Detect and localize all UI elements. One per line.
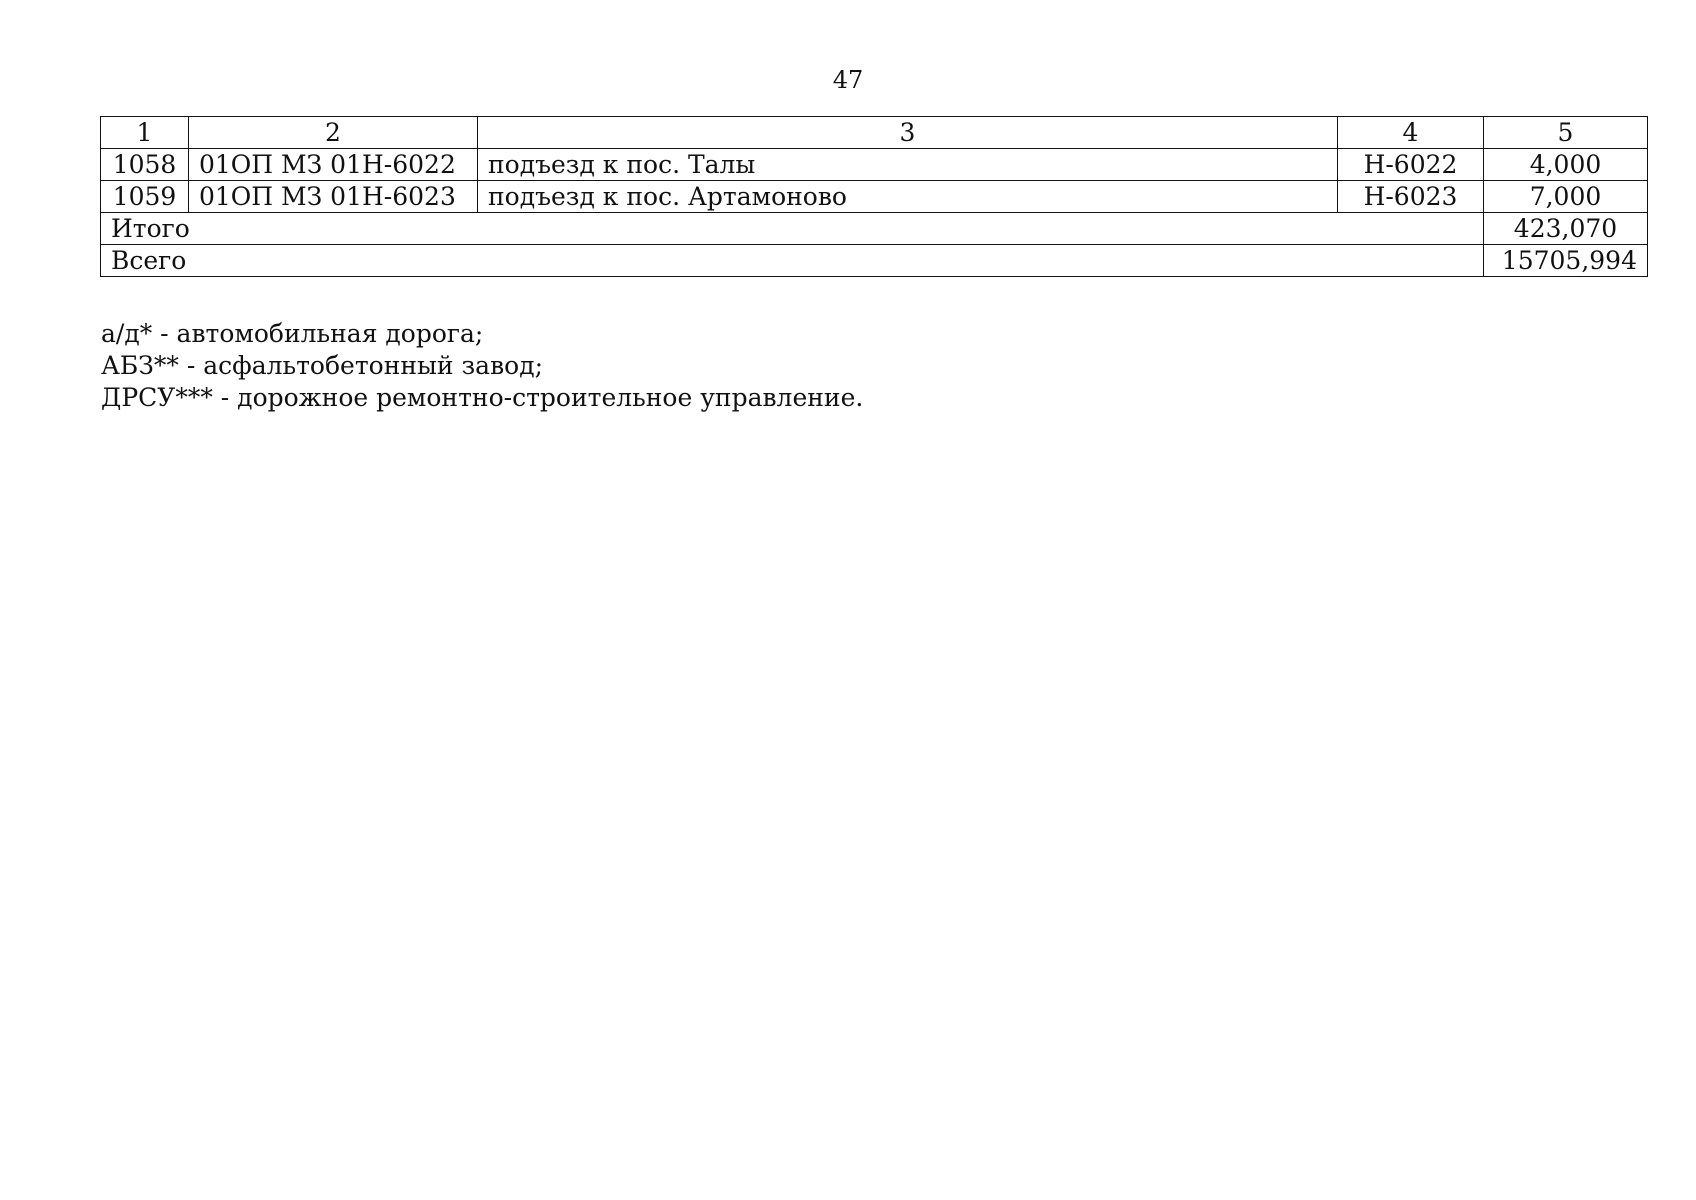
column-header-1: 1 <box>101 117 189 149</box>
road-name-cell: подъезд к пос. Артамоново <box>478 181 1338 213</box>
roads-table <box>100 116 1648 277</box>
table-row <box>101 149 1648 181</box>
footnote-asphalt-plant: АБЗ** - асфальтобетонный завод; <box>101 351 544 380</box>
column-header-5: 5 <box>1484 117 1648 149</box>
length-cell: 7,000 <box>1484 181 1648 213</box>
road-id-cell: 01ОП МЗ 01Н-6022 <box>189 149 478 181</box>
total-value: 15705,994 <box>1484 245 1648 277</box>
length-cell: 4,000 <box>1484 149 1648 181</box>
subtotal-row <box>101 213 1648 245</box>
footnotes <box>101 318 863 414</box>
total-label: Всего <box>101 245 1484 277</box>
subtotal-label: Итого <box>101 213 1484 245</box>
subtotal-value: 423,070 <box>1484 213 1648 245</box>
road-name-cell: подъезд к пос. Талы <box>478 149 1338 181</box>
road-id-cell: 01ОП МЗ 01Н-6023 <box>189 181 478 213</box>
row-number-cell: 1059 <box>101 181 189 213</box>
column-header-3: 3 <box>478 117 1338 149</box>
footnote-road-management: ДРСУ*** - дорожное ремонтно-строительное управление. <box>101 383 864 412</box>
footnote-road: а/д* - автомобильная дорога; <box>101 319 484 348</box>
table-row <box>101 181 1648 213</box>
table-header-row <box>101 117 1648 149</box>
column-header-4: 4 <box>1338 117 1484 149</box>
column-header-2: 2 <box>189 117 478 149</box>
road-code-cell: Н-6023 <box>1338 181 1484 213</box>
page-number: 47 <box>832 66 864 94</box>
row-number-cell: 1058 <box>101 149 189 181</box>
total-row <box>101 245 1648 277</box>
road-code-cell: Н-6022 <box>1338 149 1484 181</box>
